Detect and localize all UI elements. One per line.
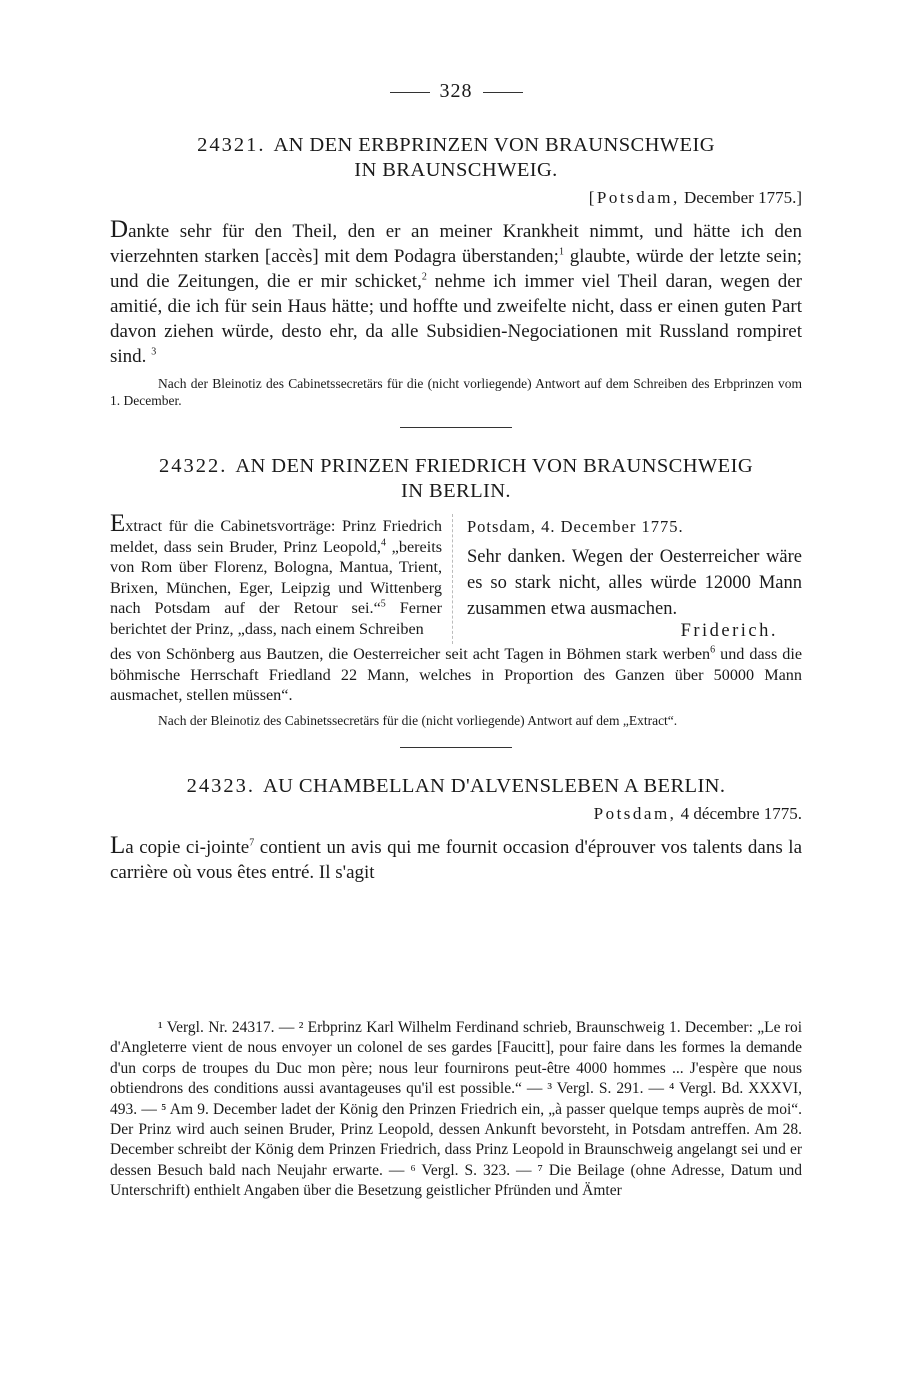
letter-24321-dropcap: D (110, 216, 129, 243)
footnote-ref-2: 2 (421, 271, 427, 283)
section-divider (400, 747, 512, 748)
page-content (110, 80, 802, 885)
page-number: 328 (439, 80, 473, 102)
section-divider (400, 427, 512, 428)
header-dash-right (483, 92, 523, 93)
letter-24321-title: AN DEN ERBPRINZEN VON BRAUNSCHWEIG (273, 134, 715, 156)
extract-cont-text-2: und dass die böhmische Herrschaft Friedland 22 Mann, welches in Proportion des Ganzen über 50000 Mann ausmachet, stellen müssen“. (110, 645, 803, 704)
letter-24323-text-2: contient un avis qui me fournit occasion d'éprouver vos talents dans la carrière où vous êtes entré. Il s'agit (110, 836, 802, 883)
letter-24321-text-3: nehme ich immer viel Theil daran, wegen der amitié, die ich für sein Haus hätte; und hoffte und zweifelte nicht, dass er einen guten Part davon ziehen würde, desto ehr, da alle Subsidien-Negociationen mit Russland rompiret sind. (110, 271, 802, 367)
letter-24322-number: 24322. (158, 455, 228, 477)
letter-24323-body (110, 833, 802, 885)
footnote-ref-6: 6 (710, 644, 716, 656)
extract-column (110, 510, 453, 644)
footnote-ref-5: 5 (380, 598, 386, 610)
letter-24321-body (110, 217, 802, 369)
reply-date: Potsdam, 4. December 1775. (467, 517, 684, 536)
letter-24323-text-1: a copie ci-jointe (125, 836, 250, 858)
letter-24321-text-1: ankte sehr für den Theil, den er an meiner Krankheit nimmt, und hätte ich den vierzehnten starken [accès] mit dem Podagra überstanden; (110, 221, 802, 267)
footnote-ref-3: 3 (151, 346, 157, 358)
header-dash-left (390, 92, 430, 93)
letter-24323-title: AU CHAMBELLAN D'ALVENSLEBEN A BERLIN. (262, 774, 726, 797)
letter-24321-number: 24321. (197, 134, 266, 156)
letter-24323-number: 24323. (186, 774, 255, 797)
extract-text-3: Ferner berichtet der Prinz, „dass, nach einem Schreiben (110, 599, 442, 638)
reply-column (453, 514, 802, 644)
letter-24322-columns (110, 510, 802, 644)
letter-24321-date-place: [Potsdam, (588, 188, 680, 207)
extract-dropcap: E (110, 510, 126, 537)
letter-24323-dropcap: L (110, 831, 126, 859)
reply-text: Sehr danken. Wegen der Oesterreicher wäre es so stark nicht, alles würde 12000 Mann zusammen etwa ausmachen. (467, 547, 802, 619)
extract-cont-text-1: des von Schönberg aus Bautzen, die Oesterreicher seit acht Tagen in Böhmen stark werben (110, 645, 711, 663)
extract-continuation (110, 644, 802, 706)
letter-24321-title-line1 (110, 133, 802, 158)
letter-24323-date-place: Potsdam, (593, 803, 677, 823)
letter-24322-note: Nach der Bleinotiz des Cabinetssecretärs für die (nicht vorliegende) Antwort auf dem „Extract“. (158, 712, 678, 728)
letter-24322-heading (110, 454, 802, 504)
letter-24322-title: AN DEN PRINZEN FRIEDRICH VON BRAUNSCHWEIG (235, 455, 754, 477)
letter-24321-date-rest: December 1775.] (683, 188, 802, 207)
letter-24323-date (110, 801, 802, 827)
letter-24323-date-rest: 4 décembre 1775. (680, 803, 802, 823)
letter-24321-date (110, 185, 802, 211)
letter-24321-title-line2: IN BRAUNSCHWEIG. (354, 159, 558, 181)
letter-24321-note: Nach der Bleinotiz des Cabinetssecretärs für die (nicht vorliegende) Antwort auf dem Schreiben des Erbprinzen vom 1. December. (110, 376, 802, 408)
reply-signature: Friderich. (680, 621, 778, 641)
extract-text-1: xtract für die Cabinetsvorträge: Prinz Friedrich meldet, dass sein Bruder, Prinz Leopold, (110, 517, 442, 556)
letter-24322-title-line2: IN BERLIN. (401, 480, 511, 502)
letter-24321-text-2: glaubte, würde der letzte sein; und die Zeitungen, die er mir schicket, (110, 246, 802, 292)
footnote-ref-7: 7 (249, 837, 255, 849)
footnotes (110, 1018, 802, 1202)
letter-24322-title-line1 (110, 454, 802, 479)
page-header (110, 80, 802, 103)
footnote-ref-4: 4 (380, 537, 386, 549)
extract-text-2: „bereits von Rom über Florenz, Bologna, Mantua, Trient, Brixen, München, Eger, Leipzig und Wittenberg nach Potsdam auf der Retour sei.“ (110, 537, 442, 617)
footnote-ref-1: 1 (558, 246, 564, 258)
letter-24321-heading (110, 133, 802, 183)
footnotes-text: ¹ Vergl. Nr. 24317. — ² Erbprinz Karl Wilhelm Ferdinand schrieb, Braunschweig 1. December: „Le roi d'Angleterre vient de nous envoyer un colonel de ses gardes [Faucitt], pour faire dans les formes la demande d'un corps de troupes du Duc mon père; nous leur fournirons peut-être 4000 hommes ... J'espère que nous obtiendrons des conditions aussi avantageuses qu'il est possible.“ — ³ Vergl. S. 291. — ⁴ Vergl. Bd. XXXVI, 493. — ⁵ Am 9. December ladet der König den Prinzen Friedrich ein, „à passer quelque temps auprès de moi“. Der Prinz wird auch seinen Bruder, Prinz Leopold, dessen Ankunft bevorsteht, in Potsdam antreffen. Am 28. December schreibt der König dem Prinzen Friedrich, dass Prinz Leopold in Braunschweig angelangt sei und er dessen Besuch bald nach Neujahr erwarte. — ⁶ Vergl. S. 323. — ⁷ Die Beilage (ohne Adresse, Datum und Unterschrift) enthielt Angaben über die Besetzung geistlicher Pfründen und Ämter (110, 1019, 802, 1200)
letter-24323-heading (110, 774, 802, 799)
